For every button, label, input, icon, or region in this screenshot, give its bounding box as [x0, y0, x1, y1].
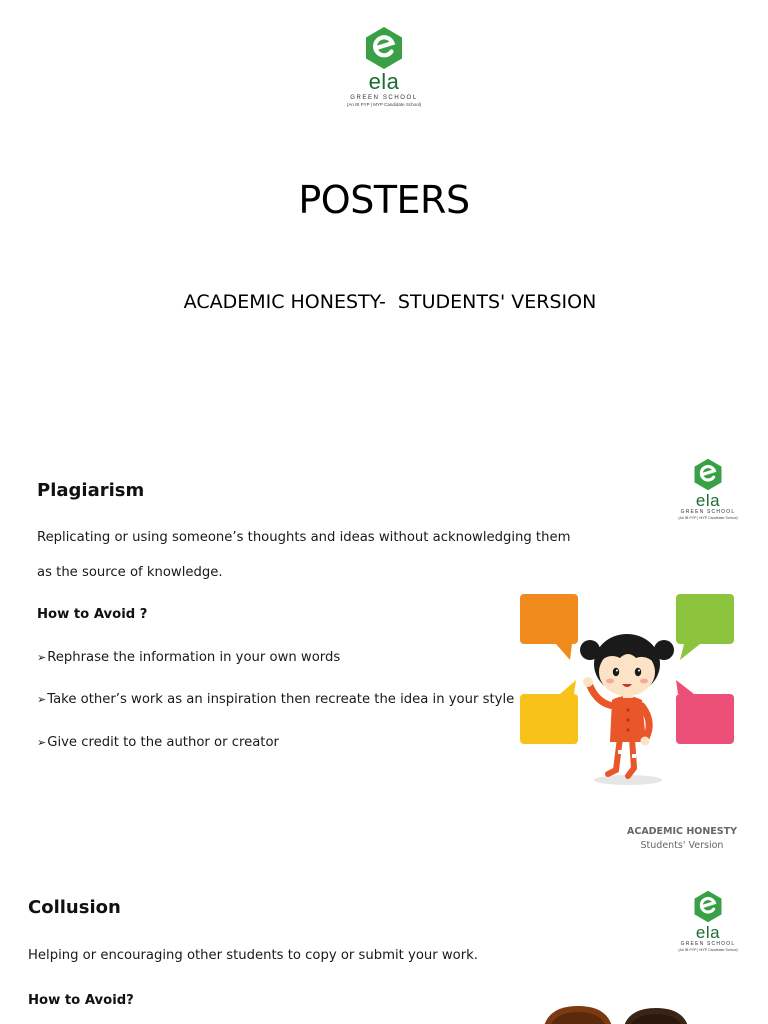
- speech-bubble-icon: [676, 594, 734, 660]
- arrow-bullet-icon: ➢: [37, 736, 47, 749]
- plagiarism-definition-line2: as the source of knowledge.: [37, 565, 223, 580]
- collusion-heading: Collusion: [28, 897, 121, 918]
- girl-speech-bubbles-illustration: [512, 578, 744, 798]
- plagiarism-tip: [37, 650, 340, 665]
- logo-wordmark: ela: [695, 491, 721, 510]
- page-title: POSTERS: [298, 178, 470, 222]
- logo-wordmark: ela: [695, 923, 721, 942]
- collusion-definition: Helping or encouraging other students to copy or submit your work.: [28, 948, 478, 963]
- tip-text: Give credit to the author or creator: [47, 735, 279, 750]
- logo-school-name: GREEN SCHOOL: [350, 95, 418, 101]
- arrow-bullet-icon: ➢: [37, 651, 47, 664]
- logo-wordmark: ela: [368, 69, 400, 94]
- plagiarism-definition-line1: Replicating or using someone’s thoughts and ideas without acknowledging them: [37, 530, 571, 545]
- logo-tagline: (An IB PYP | MYP Candidate School): [678, 516, 738, 520]
- ela-logo-icon: [693, 890, 723, 923]
- collusion-how-to-avoid: How to Avoid?: [28, 993, 134, 1008]
- logo-school-name: GREEN SCHOOL: [680, 941, 736, 947]
- children-illustration: [540, 1004, 700, 1024]
- illustration-caption-title: ACADEMIC HONESTY: [627, 826, 737, 837]
- illustration-caption-subtitle: Students' Version: [640, 840, 724, 851]
- logo-school-name: GREEN SCHOOL: [680, 509, 736, 515]
- speech-bubble-icon: [520, 680, 578, 744]
- speech-bubble-icon: [676, 680, 734, 744]
- plagiarism-heading: Plagiarism: [37, 480, 145, 501]
- page-subtitle: ACADEMIC HONESTY- STUDENTS' VERSION: [183, 291, 597, 313]
- tip-text: Rephrase the information in your own words: [47, 650, 341, 665]
- plagiarism-how-to-avoid: How to Avoid ?: [37, 607, 148, 622]
- plagiarism-tip: [37, 692, 514, 707]
- school-logo: [330, 26, 438, 108]
- logo-tagline: (An IB PYP | MYP Candidate School): [678, 948, 738, 952]
- ela-logo-icon: [693, 458, 723, 491]
- ela-logo-icon: [364, 26, 404, 70]
- section-logo-collusion: [668, 890, 748, 953]
- arrow-bullet-icon: ➢: [37, 693, 47, 706]
- logo-tagline: (An IB PYP | MYP Candidate School): [346, 102, 422, 107]
- tip-text: Take other’s work as an inspiration then recreate the idea in your style: [47, 692, 515, 707]
- plagiarism-tip: [37, 735, 279, 750]
- section-logo-plagiarism: [668, 458, 748, 521]
- speech-bubble-icon: [520, 594, 578, 660]
